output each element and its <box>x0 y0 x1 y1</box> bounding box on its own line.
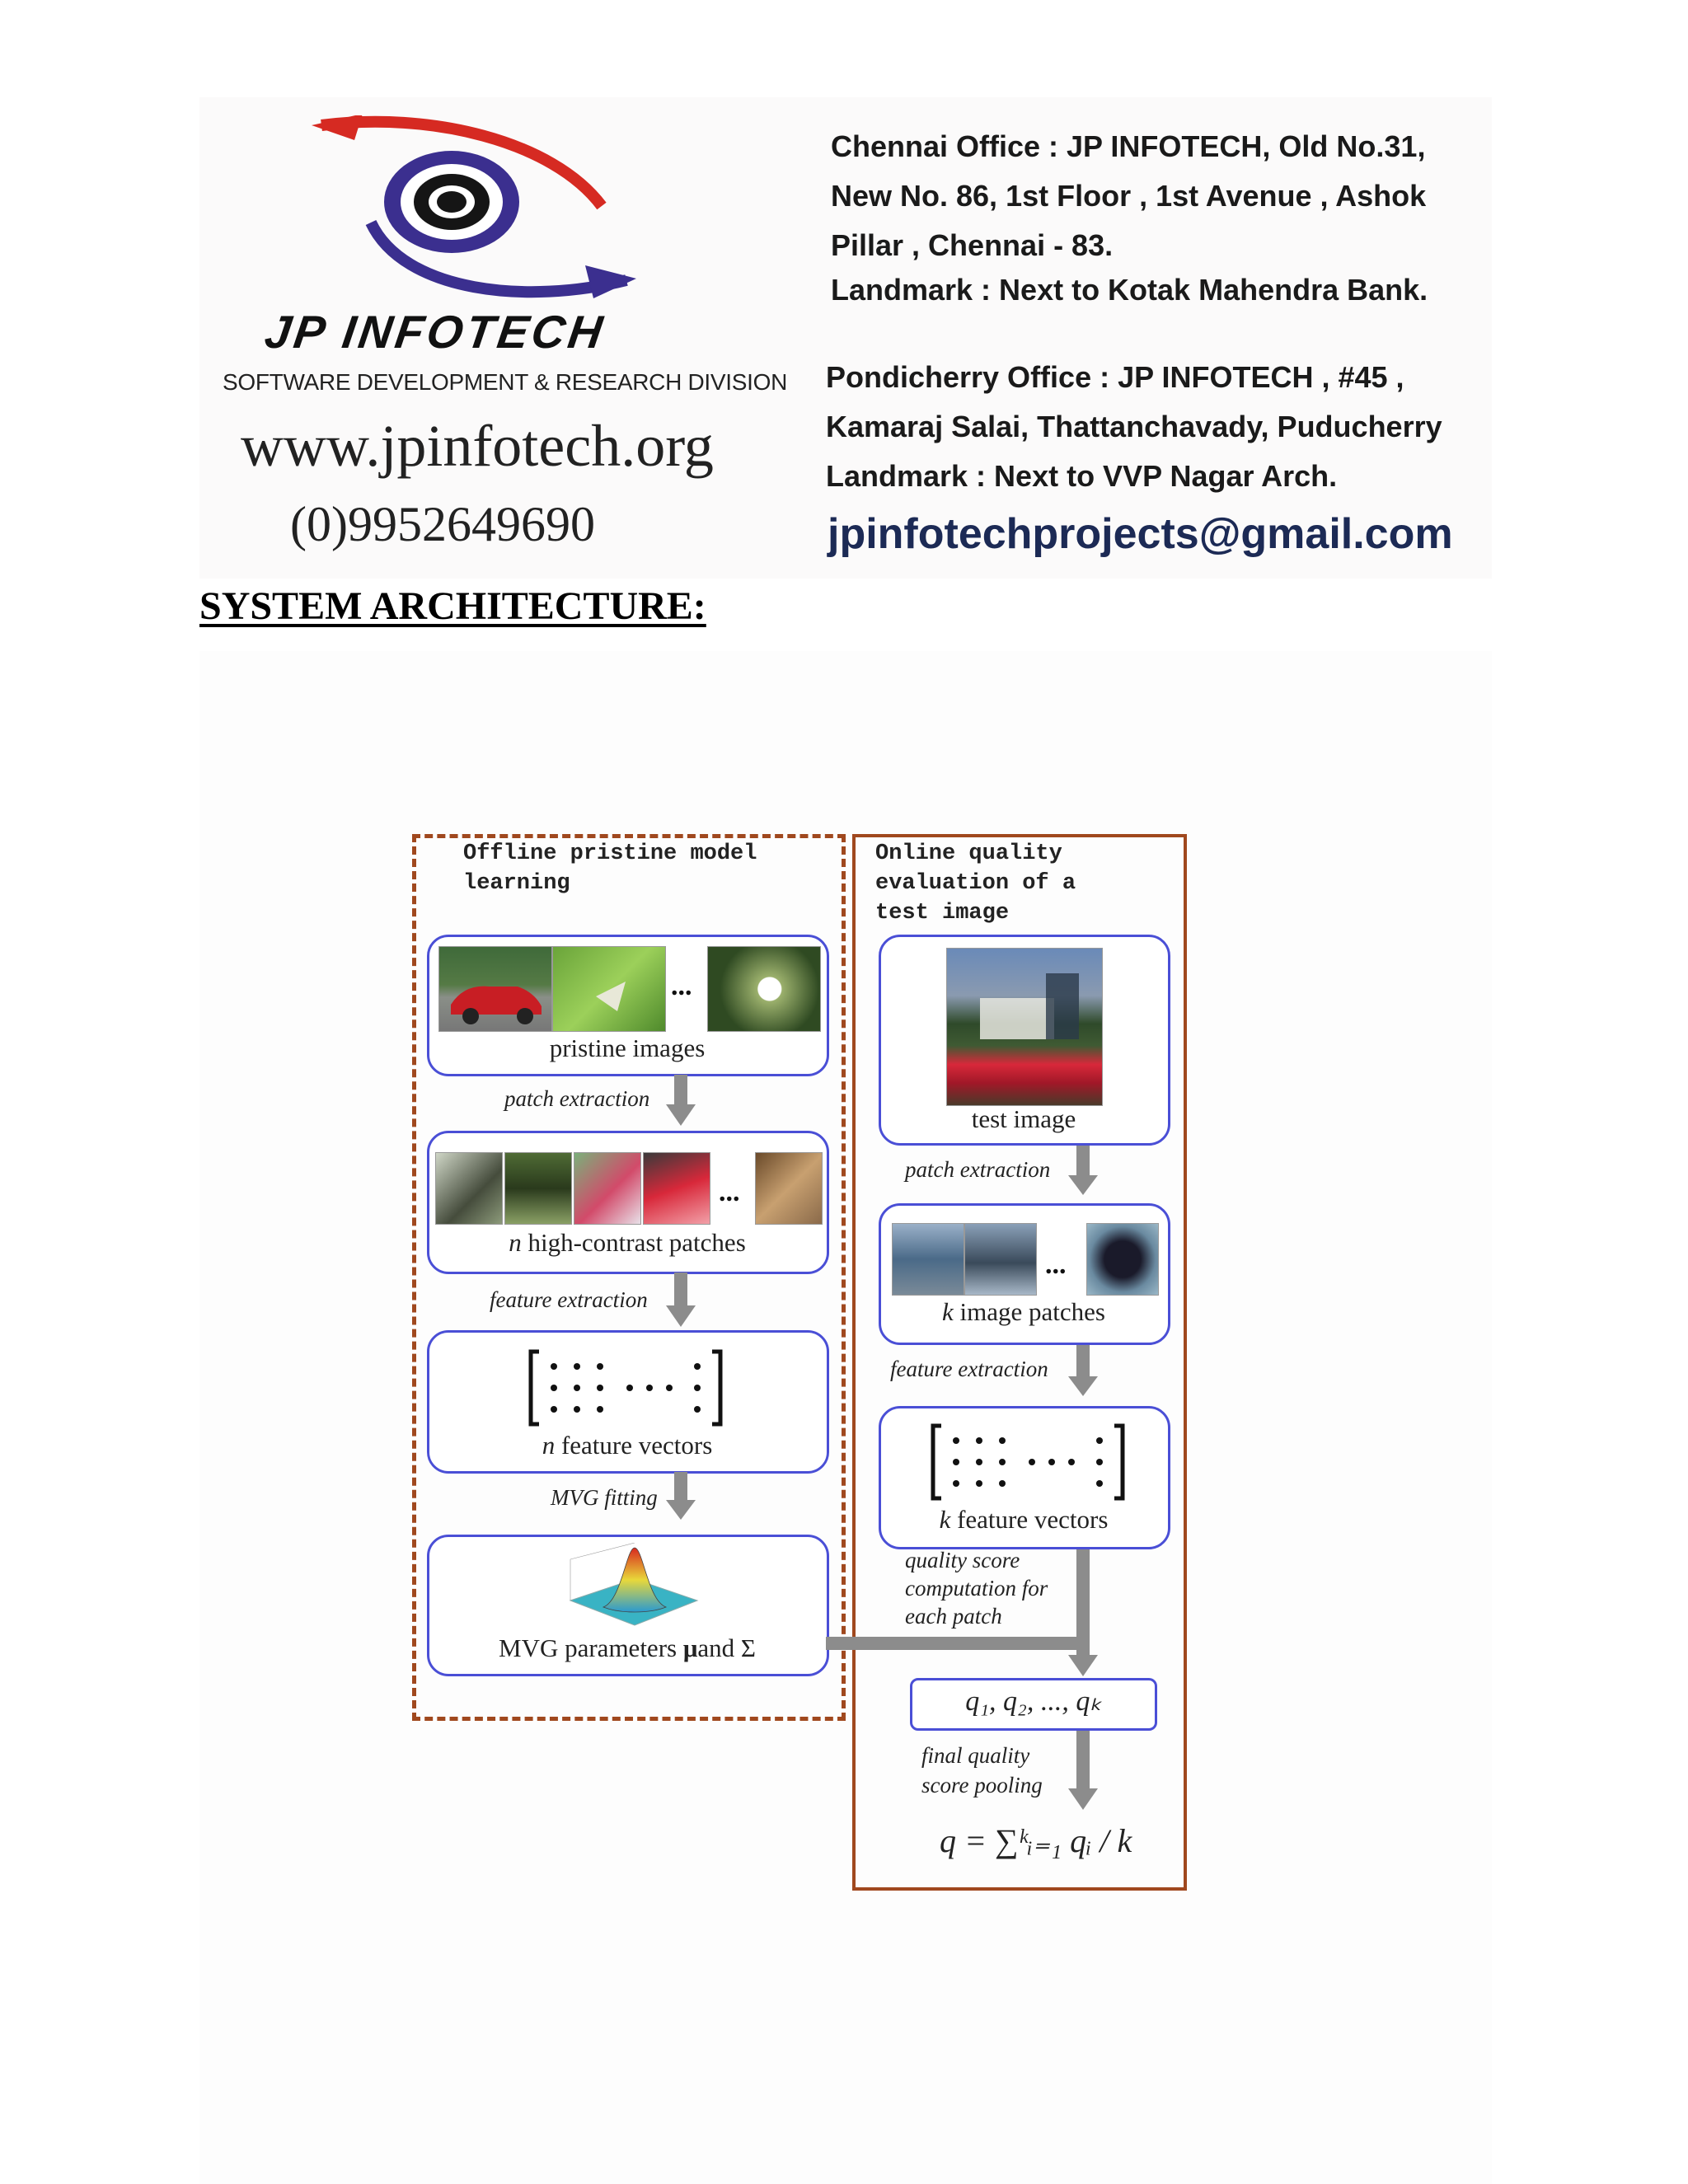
n-symbol: n <box>509 1228 522 1257</box>
patch-extraction-label: patch extraction <box>905 1157 1051 1182</box>
mvg-parameters-label <box>427 1633 828 1663</box>
gaussian-surface-icon <box>564 1543 704 1632</box>
n-symbol: n <box>542 1431 556 1460</box>
patch-image <box>892 1223 964 1296</box>
patch-extraction-label: patch extraction <box>504 1086 650 1111</box>
ellipsis-text: ... <box>671 971 692 1001</box>
sigma-symbol: Σ <box>740 1633 756 1662</box>
label-text: image patches <box>953 1297 1105 1326</box>
pondicherry-office-address <box>826 353 1493 501</box>
k-symbol: k <box>939 1505 951 1534</box>
feature-matrix-icon <box>526 1347 725 1429</box>
arrow-down-icon <box>1076 1731 1090 1790</box>
k-feature-vectors-label <box>879 1505 1169 1535</box>
arrow-down-icon <box>1068 1655 1098 1676</box>
address-line: Pondicherry Office : JP INFOTECH , #45 , <box>826 360 1404 394</box>
online-panel-heading: Online quality evaluation of a test image <box>875 841 1076 926</box>
address-line: Chennai Office : JP INFOTECH, Old No.31, <box>831 129 1426 163</box>
offline-panel-heading: Offline pristine model learning <box>463 841 757 896</box>
arrow-down-icon <box>1076 1549 1090 1660</box>
arrow-down-icon <box>1068 1175 1098 1195</box>
patch-image <box>964 1223 1037 1296</box>
quality-score-computation-label: quality score computation for each patch <box>905 1548 1048 1629</box>
pristine-car-image <box>438 946 552 1032</box>
website-link[interactable]: www.jpinfotech.org <box>241 413 714 479</box>
arrow-down-icon <box>666 1305 696 1327</box>
label-text: feature vectors <box>555 1431 713 1460</box>
address-line: Landmark : Next to Kotak Mahendra Bank. <box>831 273 1428 307</box>
ellipsis-text: ... <box>1045 1249 1067 1280</box>
patch-image <box>755 1152 823 1225</box>
arrow-down-icon <box>1076 1345 1090 1378</box>
test-image-label: test image <box>971 1104 1076 1133</box>
high-contrast-patches-label <box>427 1228 828 1258</box>
label-text: high-contrast patches <box>521 1228 746 1257</box>
arrow-right-connector <box>826 1637 1076 1650</box>
address-line: Kamaraj Salai, Thattanchavady, Puducherry <box>826 410 1442 443</box>
arrow-down-icon <box>1076 1146 1090 1177</box>
figure-area <box>199 651 1492 2184</box>
address-line: Landmark : Next to VVP Nagar Arch. <box>826 459 1338 493</box>
pristine-images-label: pristine images <box>549 1033 706 1062</box>
label-text: MVG parameters <box>499 1633 683 1662</box>
patch-image <box>504 1152 572 1225</box>
pristine-grass-image <box>552 946 666 1032</box>
label-text: feature vectors <box>950 1505 1109 1534</box>
mu-symbol: μ <box>682 1633 698 1662</box>
mvg-fitting-label: MVG fitting <box>551 1485 658 1510</box>
jp-infotech-logo-icon <box>305 115 651 313</box>
arrow-down-icon <box>674 1075 687 1108</box>
patch-image <box>643 1152 710 1225</box>
test-image-photo <box>946 948 1103 1106</box>
chennai-office-address <box>831 122 1490 315</box>
quality-scores-label: q₁, q₂, ..., qₖ <box>965 1686 1102 1717</box>
k-symbol: k <box>942 1297 954 1326</box>
arrow-down-icon <box>1068 1788 1098 1810</box>
email-link[interactable]: jpinfotechprojects@gmail.com <box>828 510 1453 558</box>
pooling-formula: q = ∑ᵏᵢ₌₁ qᵢ / k <box>940 1822 1132 1859</box>
arrow-down-icon <box>674 1272 687 1307</box>
ellipsis-text: ... <box>719 1177 740 1207</box>
feature-extraction-label: feature extraction <box>490 1287 648 1312</box>
label-text: and <box>697 1633 741 1662</box>
patch-image <box>574 1152 641 1225</box>
section-title: SYSTEM ARCHITECTURE: <box>199 584 706 628</box>
k-image-patches-label <box>879 1297 1169 1327</box>
n-feature-vectors-label <box>427 1431 828 1460</box>
feature-extraction-label: feature extraction <box>890 1357 1048 1381</box>
arrow-down-icon <box>666 1104 696 1126</box>
arrow-down-icon <box>1068 1376 1098 1396</box>
feature-matrix-icon <box>928 1421 1128 1503</box>
address-line: New No. 86, 1st Floor , 1st Avenue , Ashok <box>831 179 1427 213</box>
brand-name: JP INFOTECH <box>261 306 609 358</box>
brand-tagline: SOFTWARE DEVELOPMENT & RESEARCH DIVISION <box>223 369 788 395</box>
final-quality-pooling-label: final quality score pooling <box>921 1743 1043 1797</box>
address-line: Pillar , Chennai - 83. <box>831 228 1114 262</box>
arrow-down-icon <box>674 1472 687 1502</box>
patch-image <box>435 1152 503 1225</box>
patch-image <box>1086 1223 1159 1296</box>
phone-number: (0)9952649690 <box>290 497 595 551</box>
arrow-down-icon <box>666 1500 696 1520</box>
pristine-flower-image <box>707 946 821 1032</box>
